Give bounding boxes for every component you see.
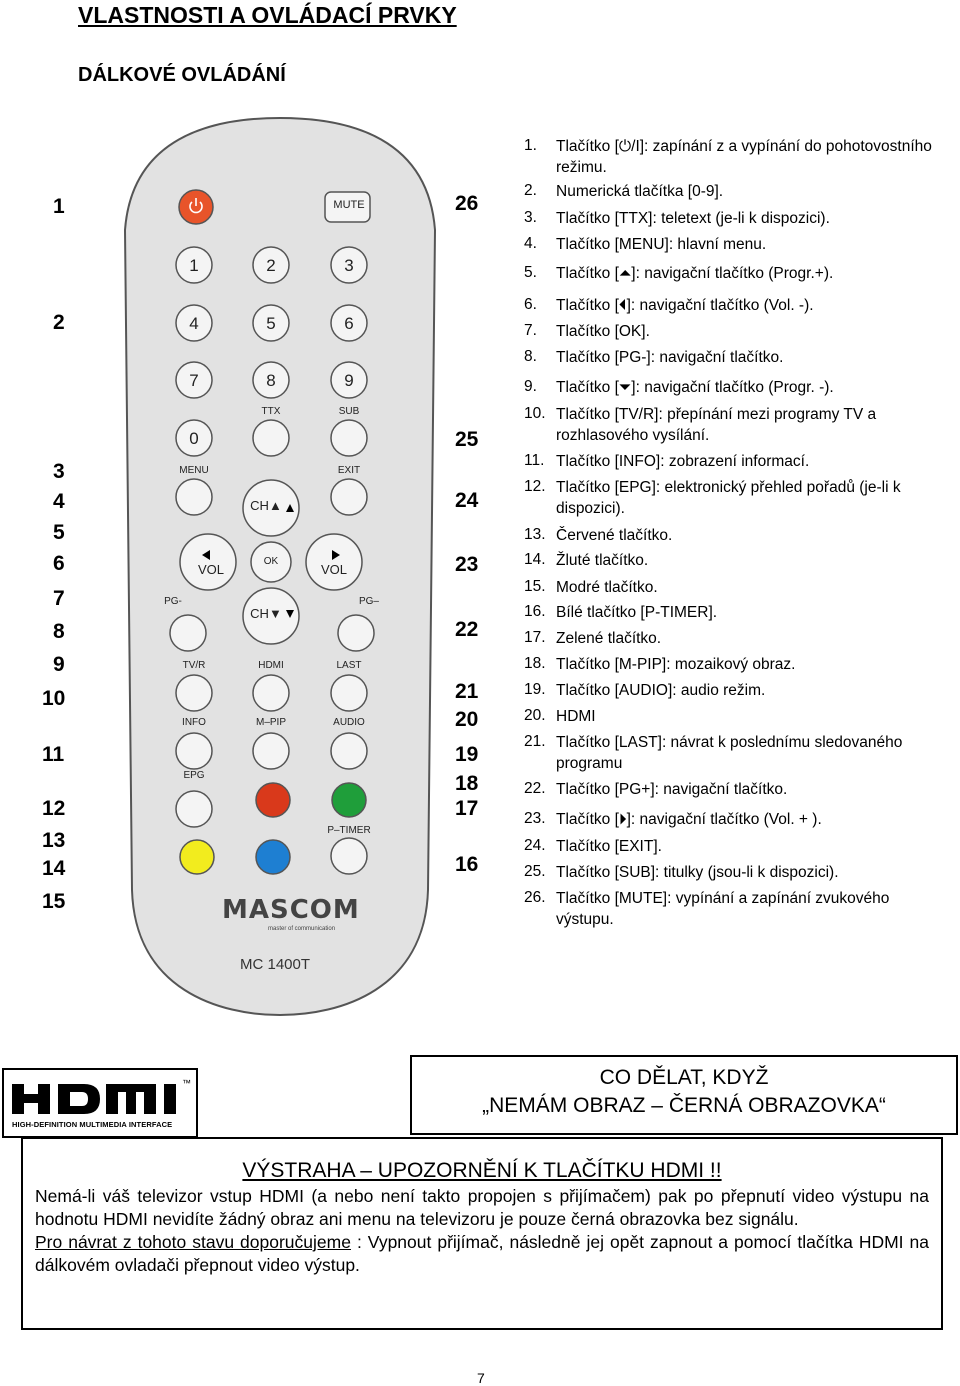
label-5: 5: [266, 314, 276, 333]
label-0: 0: [189, 429, 199, 448]
ttx-label: TTX: [261, 406, 281, 417]
item-text: Tlačítko [⏵]: navigační tlačítko (Vol. + ).: [556, 811, 822, 828]
exit-button: [331, 479, 367, 515]
item-text: Tlačítko [⏶]: navigační tlačítko (Progr.+).: [556, 265, 834, 282]
item-text: Tlačítko [EPG]: elektronický přehled pořadů (je-li k dispozici).: [556, 479, 901, 517]
callout-23: 23: [455, 553, 479, 576]
troubleshoot-box: [410, 1055, 958, 1135]
item-number: 8.: [524, 348, 537, 365]
model-name: MC 1400T: [240, 956, 311, 973]
item-text: Tlačítko [MUTE]: vypínání a zapínání zvukového výstupu.: [556, 890, 890, 928]
callout-8: 8: [53, 620, 65, 643]
red-button: [256, 783, 290, 817]
item-text: Tlačítko [⏷]: navigační tlačítko (Progr. -).: [556, 379, 834, 396]
pg-minus-button: [170, 615, 206, 651]
hdmi-caption: HIGH-DEFINITION MULTIMEDIA INTERFACE: [12, 1120, 173, 1129]
callout-13: 13: [42, 829, 66, 852]
item-text: Zelené tlačítko.: [556, 630, 662, 647]
mpip-label: M–PIP: [255, 717, 286, 728]
callout-2: 2: [53, 311, 65, 334]
callout-25: 25: [455, 428, 479, 451]
callout-3: 3: [53, 460, 65, 483]
item-number: 16.: [524, 603, 546, 620]
pg-minus-left-label: PG-: [164, 596, 182, 607]
item-text: Tlačítko [⏻/I]: zapínání z a vypínání do pohotovostního režimu.: [556, 138, 932, 176]
callout-20: 20: [455, 708, 479, 731]
item-text: Numerická tlačítka [0-9].: [556, 183, 724, 200]
callout-21: 21: [455, 680, 479, 703]
label-2: 2: [266, 256, 276, 275]
callout-1: 1: [53, 195, 65, 218]
item-number: 19.: [524, 681, 546, 698]
item-number: 15.: [524, 578, 546, 595]
audio-label: AUDIO: [333, 717, 365, 728]
remote-control-illustration: [110, 110, 455, 1030]
item-text: Červené tlačítko.: [556, 527, 673, 544]
item-number: 18.: [524, 655, 546, 672]
item-number: 3.: [524, 209, 537, 226]
item-number: 21.: [524, 733, 546, 750]
callout-22: 22: [455, 618, 479, 641]
callout-9: 9: [53, 653, 65, 676]
label-1: 1: [189, 256, 199, 275]
callout-11: 11: [42, 743, 65, 766]
troubleshoot-line2: „NEMÁM OBRAZ – ČERNÁ OBRAZOVKA“: [482, 1094, 886, 1117]
callout-16: 16: [455, 853, 479, 876]
ptimer-label: P–TIMER: [327, 825, 371, 836]
item-text: Tlačítko [MENU]: hlavní menu.: [556, 236, 767, 253]
callout-12: 12: [42, 797, 66, 820]
warning-title: VÝSTRAHA – UPOZORNĚNÍ K TLAČÍTKU HDMI !!: [242, 1159, 722, 1182]
item-text: HDMI: [556, 708, 596, 725]
item-number: 24.: [524, 837, 546, 854]
ttx-button: [253, 420, 289, 456]
label-7: 7: [189, 371, 199, 390]
ptimer-button: [331, 838, 367, 874]
callout-7: 7: [53, 587, 65, 610]
item-number: 26.: [524, 889, 546, 906]
page-number: 7: [477, 1370, 485, 1386]
item-number: 10.: [524, 405, 546, 422]
hdmi-logo: [2, 1068, 198, 1138]
label-3: 3: [344, 256, 354, 275]
ch-down-label: CH▼: [250, 606, 282, 621]
epg-label: EPG: [183, 770, 205, 781]
epg-button: [176, 791, 212, 827]
item-text: Tlačítko [PG+]: navigační tlačítko.: [556, 781, 788, 798]
item-number: 25.: [524, 863, 546, 880]
warning-paragraph-1: Nemá-li váš televizor vstup HDMI (a nebo není takto propojen s přijímačem) pak po přepnutí video výstupu na hodnotu HDMI nevidíte žádný obraz ani menu na televizoru je pouze černá obrazovka bez signálu.: [35, 1186, 929, 1229]
tvr-button: [176, 675, 212, 711]
menu-button: [176, 479, 212, 515]
callout-6: 6: [53, 552, 65, 575]
item-text: Žluté tlačítko.: [556, 552, 649, 569]
info-label: INFO: [182, 717, 206, 728]
blue-button: [256, 840, 290, 874]
item-text: Tlačítko [LAST]: návrat k poslednímu sledovaného programu: [556, 734, 903, 772]
page-title: VLASTNOSTI A OVLÁDACÍ PRVKY: [78, 2, 457, 28]
item-number: 12.: [524, 478, 546, 495]
callout-5: 5: [53, 521, 65, 544]
warning-emphasis: Pro návrat z tohoto stavu doporučujeme: [35, 1232, 351, 1252]
label-6: 6: [344, 314, 354, 333]
pg-plus-button: [338, 615, 374, 651]
item-number: 6.: [524, 296, 537, 313]
yellow-button: [180, 840, 214, 874]
warning-paragraph-2: : Vypnout přijímač, následně jej opět zapnout a pomocí tlačítka HDMI na dálkovém ovladači přepnout video výstup.: [35, 1232, 929, 1275]
brand-logo: MASCOM: [222, 895, 360, 925]
callout-4: 4: [53, 490, 65, 513]
brand-tagline: master of communication: [268, 926, 336, 932]
callout-14: 14: [42, 857, 66, 880]
troubleshoot-line1: CO DĚLAT, KDYŽ: [599, 1066, 769, 1089]
item-number: 7.: [524, 322, 537, 339]
item-text: Modré tlačítko.: [556, 579, 658, 596]
item-text: Tlačítko [⏴]: navigační tlačítko (Vol. -).: [556, 297, 814, 314]
menu-label: MENU: [179, 465, 209, 476]
hdmi-button: [253, 675, 289, 711]
label-9: 9: [344, 371, 354, 390]
exit-label: EXIT: [337, 465, 361, 476]
trademark-mark: ™: [182, 1078, 191, 1088]
ch-up-label: CH▲: [250, 498, 282, 513]
item-text: Bílé tlačítko [P-TIMER].: [556, 604, 718, 621]
callout-18: 18: [455, 772, 479, 795]
info-button: [176, 733, 212, 769]
item-number: 9.: [524, 378, 537, 395]
warning-text: [35, 1185, 929, 1277]
callout-15: 15: [42, 890, 66, 913]
sub-label: SUB: [338, 406, 360, 417]
callout-10: 10: [42, 687, 66, 710]
item-number: 23.: [524, 810, 546, 827]
power-button: [179, 190, 213, 224]
item-number: 17.: [524, 629, 546, 646]
item-number: 2.: [524, 182, 537, 199]
pg-minus-right-label: PG–: [358, 596, 379, 607]
vol-left-label: VOL: [197, 562, 224, 577]
section-subtitle: DÁLKOVÉ OVLÁDÁNÍ: [78, 64, 286, 86]
item-text: Tlačítko [AUDIO]: audio režim.: [556, 682, 766, 699]
label-4: 4: [189, 314, 199, 333]
tvr-label: TV/R: [182, 660, 206, 671]
callout-26: 26: [455, 192, 479, 215]
callout-19: 19: [455, 743, 479, 766]
mpip-button: [253, 733, 289, 769]
ok-label: OK: [263, 556, 279, 567]
item-number: 20.: [524, 707, 546, 724]
green-button: [332, 783, 366, 817]
item-text: Tlačítko [TV/R]: přepínání mezi programy TV a rozhlasového vysílání.: [556, 406, 877, 444]
label-8: 8: [266, 371, 276, 390]
item-text: Tlačítko [INFO]: zobrazení informací.: [556, 453, 810, 470]
warning-box: [21, 1137, 943, 1330]
item-text: Tlačítko [PG-]: navigační tlačítko.: [556, 349, 784, 366]
item-text: Tlačítko [EXIT].: [556, 838, 662, 855]
mute-label: MUTE: [333, 199, 365, 211]
hdmi-label: HDMI: [258, 660, 284, 671]
callout-17: 17: [455, 797, 479, 820]
item-text: Tlačítko [M-PIP]: mozaikový obraz.: [556, 656, 796, 673]
last-label: LAST: [336, 660, 362, 671]
last-button: [331, 675, 367, 711]
item-number: 4.: [524, 235, 537, 252]
audio-button: [331, 733, 367, 769]
item-text: Tlačítko [TTX]: teletext (je-li k dispozici).: [556, 210, 830, 227]
vol-right-label: VOL: [320, 562, 347, 577]
item-number: 5.: [524, 264, 537, 281]
item-text: Tlačítko [OK].: [556, 323, 650, 340]
item-number: 14.: [524, 551, 546, 568]
sub-button: [331, 420, 367, 456]
callout-24: 24: [455, 489, 479, 512]
item-number: 22.: [524, 780, 546, 797]
item-number: 13.: [524, 526, 546, 543]
item-number: 11.: [524, 452, 545, 469]
item-text: Tlačítko [SUB]: titulky (jsou-li k dispozici).: [556, 864, 839, 881]
item-number: 1.: [524, 137, 537, 154]
